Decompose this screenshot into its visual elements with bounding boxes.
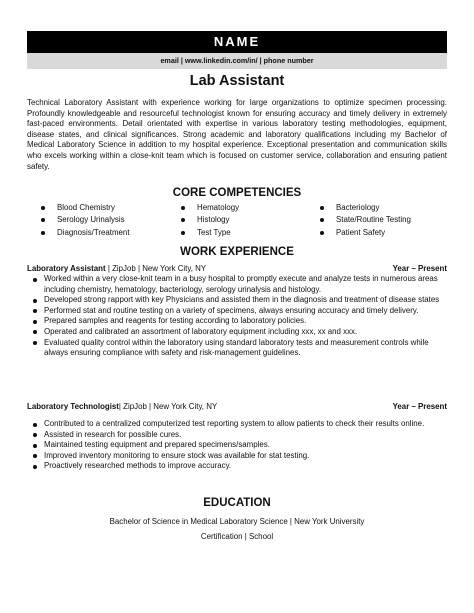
contact-info: email | www.linkedin.com/in/ | phone number (160, 56, 314, 65)
job-header-2 (27, 402, 447, 412)
duty-text: Proactively researched methods to improve accuracy. (44, 461, 232, 471)
competency-label: Patient Safety (336, 227, 386, 237)
competency-item (41, 227, 130, 239)
duty-item (27, 440, 447, 451)
duty-text: Improved inventory monitoring to ensure stock was available for stat testing. (44, 450, 310, 460)
duty-item (27, 338, 447, 359)
competency-item (41, 214, 130, 226)
bullet-icon (33, 299, 37, 303)
competency-label: Blood Chemistry (57, 203, 115, 212)
duty-item (27, 430, 447, 441)
duty-text: Developed strong rapport with key Physicians and assisted them in the diagnosis and treatment of disease states (44, 295, 440, 305)
bullet-icon (181, 231, 185, 235)
competency-item (181, 214, 239, 226)
competencies-column-2 (181, 202, 239, 239)
name-banner (27, 31, 447, 53)
competency-label: Bacteriology (336, 203, 380, 212)
bullet-icon (41, 231, 45, 235)
education-certification: Certification | School (200, 532, 274, 541)
job-details: | ZipJob | New York City, NY (118, 402, 218, 411)
bullet-icon (181, 206, 185, 210)
education-heading: EDUCATION (203, 497, 271, 509)
competency-label: Test Type (197, 227, 231, 237)
job-header-1 (27, 264, 447, 274)
duty-item (27, 419, 447, 430)
competency-label: State/Routine Testing (336, 215, 411, 225)
duty-text: Contributed to a centralized computerized test reporting system to allow patients to check their results online. (44, 419, 425, 428)
competency-label: Hematology (197, 203, 240, 212)
job-dates: Year – Present (392, 264, 447, 273)
summary-paragraph: Technical Laboratory Assistant with experience working for large organizations to optimize specimen processing. Profoundly knowledgeable and resourceful technologist known for ensuring accuracy and timely delivery in extremely fast-paced environments. Detail orientated with expertise in various laboratory testing methodologies, equipment, disease states, and clinical significances. Strong academic and laboratory qualifications including my Bachelor of Medical Laboratory Science in addition to my hospital experience. Exceptional presentation and communication skills who excels working within a close-knit team which is focused on customer service, collaboration and ensuring patient safety. (27, 98, 447, 171)
duty-text: Evaluated quality control within the laboratory using standard laboratory tests and measurement controls while always ensuring compliance with safety and risk-management guidelines. (44, 337, 429, 358)
bullet-icon (33, 309, 37, 313)
experience-heading: WORK EXPERIENCE (180, 246, 294, 258)
duty-item (27, 274, 447, 295)
bullet-icon (33, 465, 37, 469)
competency-item (320, 214, 411, 226)
bullet-icon (33, 341, 37, 345)
duty-item (27, 316, 447, 327)
competency-label: Histology (197, 215, 230, 225)
bullet-icon (33, 330, 37, 334)
competency-item (320, 227, 411, 239)
bullet-icon (33, 423, 37, 427)
bullet-icon (320, 218, 324, 222)
duty-item (27, 295, 447, 306)
competency-item (41, 202, 130, 214)
competency-label: Diagnosis/Treatment (57, 227, 130, 237)
bullet-icon (320, 231, 324, 235)
resume-title: Lab Assistant (189, 73, 285, 89)
duty-text: Performed stat and routine testing on a variety of specimens, always ensuring accuracy and timely delivery. (44, 305, 419, 315)
job-duties-2 (27, 419, 447, 472)
bullet-icon (33, 433, 37, 437)
bullet-icon (41, 206, 45, 210)
duty-text: Worked within a very close-knit team in a busy hospital to promptly execute and analyze tests in numerous areas including chemistry, hematology, bacteriology, serology urinalysis and histology. (44, 274, 438, 294)
competency-item (181, 202, 239, 214)
candidate-name: NAME (213, 34, 261, 49)
competencies-column-3 (320, 202, 411, 239)
duty-item (27, 451, 447, 462)
job-dates: Year – Present (392, 402, 447, 411)
bullet-icon (33, 278, 37, 282)
bullet-icon (181, 218, 185, 222)
bullet-icon (33, 454, 37, 458)
job-duties-1 (27, 274, 447, 359)
competencies-heading: CORE COMPETENCIES (172, 187, 302, 199)
education-degree: Bachelor of Science in Medical Laboratory Science | New York University (109, 517, 365, 526)
bullet-icon (41, 218, 45, 222)
duty-item (27, 306, 447, 317)
duty-text: Operated and calibrated an assortment of laboratory equipment including xxx, xx and xxx. (44, 326, 358, 336)
job-role: Laboratory Technologist (27, 402, 119, 411)
competency-item (181, 227, 239, 239)
duty-item (27, 461, 447, 472)
bullet-icon (320, 206, 324, 210)
job-details: | ZipJob | New York City, NY (105, 264, 207, 273)
job-role: Laboratory Assistant (27, 264, 106, 273)
duty-text: Assisted in research for possible cures. (44, 429, 182, 439)
competency-label: Serology Urinalysis (57, 215, 125, 225)
duty-text: Maintained testing equipment and prepared specimens/samples. (44, 440, 270, 450)
contact-banner (27, 53, 447, 69)
duty-text: Prepared samples and reagents for testing according to laboratory policies. (44, 316, 307, 326)
competency-item (320, 202, 411, 214)
bullet-icon (33, 320, 37, 324)
competencies-column-1 (41, 202, 130, 239)
duty-item (27, 327, 447, 338)
bullet-icon (33, 444, 37, 448)
